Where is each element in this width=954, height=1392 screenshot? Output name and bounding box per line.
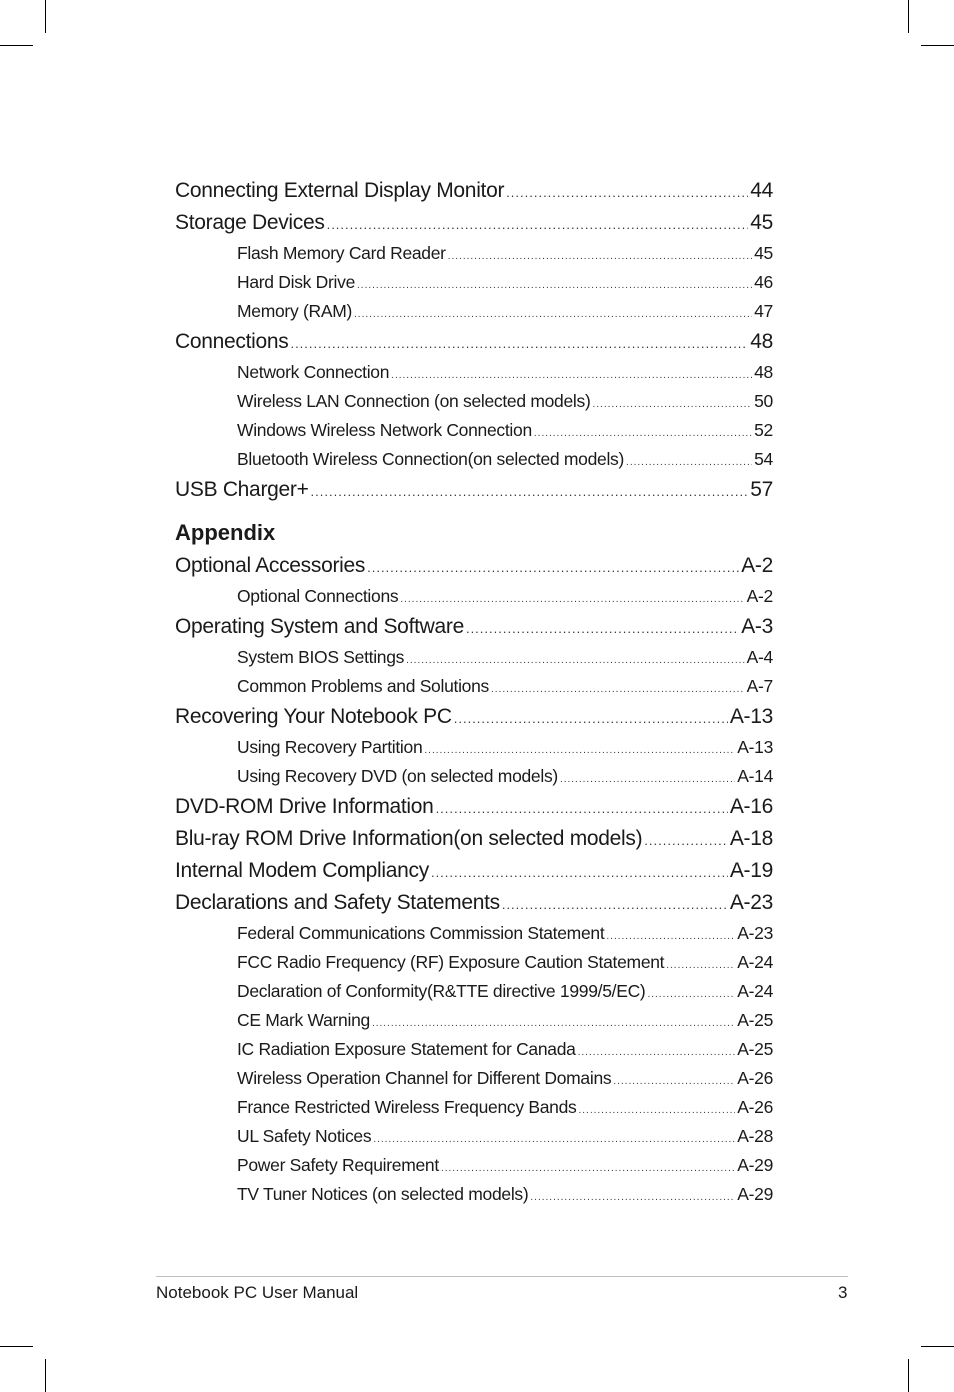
- crop-mark: [45, 0, 46, 33]
- toc-entry-title: TV Tuner Notices (on selected models): [237, 1184, 529, 1204]
- toc-main-section: [175, 175, 773, 506]
- toc-entry-page: A-19: [729, 859, 773, 882]
- crop-mark: [0, 45, 33, 46]
- crop-mark: [921, 45, 954, 46]
- toc-subentry[interactable]: [175, 762, 773, 791]
- toc-entry-title: Blu-ray ROM Drive Information(on selected models): [175, 827, 643, 850]
- toc-entry-title: France Restricted Wireless Frequency Bands: [237, 1097, 577, 1117]
- dot-leader: [406, 646, 745, 675]
- dot-leader: [327, 209, 749, 241]
- toc-appendix-section: [175, 550, 773, 1209]
- dot-leader: [534, 419, 752, 448]
- toc-entry-page: A-28: [737, 1126, 773, 1146]
- toc-entry-title: Internal Modem Compliancy: [175, 859, 429, 882]
- toc-entry-title: System BIOS Settings: [237, 647, 405, 667]
- toc-subentry[interactable]: [175, 1122, 773, 1151]
- toc-subentry[interactable]: [175, 239, 773, 268]
- toc-entry-title: Declaration of Conformity(R&TTE directive 1999/5/EC): [237, 981, 646, 1001]
- toc-entry-title: IC Radiation Exposure Statement for Canada: [237, 1039, 576, 1059]
- toc-entry-title: Optional Accessories: [175, 554, 366, 577]
- dot-leader: [436, 793, 728, 825]
- toc-subentry[interactable]: [175, 416, 773, 445]
- toc-entry-page: 50: [754, 391, 773, 411]
- toc-entry-page: A-23: [729, 891, 773, 914]
- toc-entry-page: A-26: [737, 1097, 773, 1117]
- toc-entry-page: A-14: [737, 766, 773, 786]
- crop-mark: [921, 1346, 954, 1347]
- dot-leader: [491, 675, 745, 704]
- dot-leader: [613, 1067, 735, 1096]
- dot-leader: [357, 271, 752, 300]
- dot-leader: [606, 922, 735, 951]
- toc-entry-page: A-3: [741, 615, 773, 638]
- toc-entry-title: Bluetooth Wireless Connection(on selected models): [237, 449, 625, 469]
- toc-entry-page: 52: [754, 420, 773, 440]
- toc-subentry[interactable]: [175, 387, 773, 416]
- toc-entry-page: A-29: [737, 1155, 773, 1175]
- dot-leader: [424, 736, 735, 765]
- toc-subentry[interactable]: [175, 1006, 773, 1035]
- toc-entry-page: 48: [754, 362, 773, 382]
- dot-leader: [400, 585, 744, 614]
- dot-leader: [311, 476, 749, 508]
- dot-leader: [666, 951, 735, 980]
- toc-entry[interactable]: [175, 550, 773, 582]
- toc-entry-page: A-23: [737, 923, 773, 943]
- toc-entry[interactable]: [175, 791, 773, 823]
- toc-subentry[interactable]: [175, 297, 773, 326]
- dot-leader: [290, 328, 748, 360]
- toc-entry-title: CE Mark Warning: [237, 1010, 370, 1030]
- toc-entry-title: Using Recovery Partition: [237, 737, 423, 757]
- toc-entry-page: A-4: [746, 647, 773, 667]
- dot-leader: [441, 1154, 735, 1183]
- toc-entry-page: A-16: [729, 795, 773, 818]
- dot-leader: [502, 889, 728, 921]
- table-of-contents: [175, 175, 773, 1209]
- toc-entry-title: Wireless LAN Connection (on selected models): [237, 391, 591, 411]
- toc-entry[interactable]: [175, 175, 773, 207]
- toc-entry-page: 45: [754, 243, 773, 263]
- toc-entry-title: Federal Communications Commission Statement: [237, 923, 605, 943]
- toc-entry-page: 46: [754, 272, 773, 292]
- toc-entry[interactable]: [175, 611, 773, 643]
- crop-mark: [908, 0, 909, 33]
- toc-subentry[interactable]: [175, 672, 773, 701]
- dot-leader: [372, 1009, 735, 1038]
- dot-leader: [454, 703, 728, 735]
- toc-entry-title: DVD-ROM Drive Information: [175, 795, 434, 818]
- toc-entry[interactable]: [175, 887, 773, 919]
- crop-mark: [0, 1346, 33, 1347]
- toc-subentry[interactable]: [175, 1093, 773, 1122]
- toc-entry-title: Optional Connections: [237, 586, 399, 606]
- toc-subentry[interactable]: [175, 268, 773, 297]
- toc-subentry[interactable]: [175, 1064, 773, 1093]
- page-number: 3: [838, 1283, 848, 1302]
- dot-leader: [578, 1038, 736, 1067]
- toc-entry-title: Flash Memory Card Reader: [237, 243, 446, 263]
- toc-entry-page: 45: [750, 211, 773, 234]
- toc-entry-page: 57: [750, 478, 773, 501]
- toc-entry-title: Network Connection: [237, 362, 390, 382]
- dot-leader: [647, 980, 735, 1009]
- toc-entry-page: 47: [754, 301, 773, 321]
- dot-leader: [367, 552, 739, 584]
- toc-subentry[interactable]: [175, 733, 773, 762]
- dot-leader: [560, 765, 735, 794]
- toc-subentry[interactable]: [175, 977, 773, 1006]
- footer-divider: [156, 1276, 848, 1277]
- crop-mark: [45, 1359, 46, 1392]
- toc-entry-page: A-2: [741, 554, 773, 577]
- toc-entry[interactable]: [175, 207, 773, 239]
- toc-entry-page: 48: [750, 330, 773, 353]
- toc-entry-title: FCC Radio Frequency (RF) Exposure Caution Statement: [237, 952, 665, 972]
- toc-entry-title: Memory (RAM): [237, 301, 353, 321]
- toc-entry-title: Storage Devices: [175, 211, 325, 234]
- toc-entry-title: Connections: [175, 330, 289, 353]
- dot-leader: [578, 1096, 735, 1125]
- toc-entry-page: A-7: [746, 676, 773, 696]
- toc-entry-page: A-24: [737, 981, 773, 1001]
- toc-entry-title: UL Safety Notices: [237, 1126, 372, 1146]
- toc-subentry[interactable]: [175, 445, 773, 474]
- dot-leader: [448, 242, 752, 271]
- appendix-heading: Appendix: [175, 520, 276, 545]
- toc-entry-title: Declarations and Safety Statements: [175, 891, 500, 914]
- toc-entry-title: Common Problems and Solutions: [237, 676, 489, 696]
- toc-entry-page: A-13: [729, 705, 773, 728]
- crop-mark: [908, 1359, 909, 1392]
- toc-entry[interactable]: [175, 823, 773, 855]
- dot-leader: [506, 177, 748, 209]
- toc-subentry[interactable]: [175, 358, 773, 387]
- toc-entry-title: USB Charger+: [175, 478, 309, 501]
- toc-entry-page: 44: [750, 179, 773, 202]
- toc-entry-title: Hard Disk Drive: [237, 272, 356, 292]
- toc-entry[interactable]: [175, 326, 773, 358]
- toc-entry[interactable]: [175, 474, 773, 506]
- dot-leader: [626, 448, 752, 477]
- toc-subentry[interactable]: [175, 643, 773, 672]
- toc-entry-page: A-18: [729, 827, 773, 850]
- toc-entry-title: Operating System and Software: [175, 615, 464, 638]
- dot-leader: [644, 825, 728, 857]
- dot-leader: [354, 300, 752, 329]
- toc-entry-title: Recovering Your Notebook PC: [175, 705, 452, 728]
- dot-leader: [373, 1125, 735, 1154]
- footer-title: Notebook PC User Manual: [156, 1283, 359, 1302]
- toc-entry-page: A-25: [737, 1010, 773, 1030]
- dot-leader: [466, 613, 739, 645]
- dot-leader: [593, 390, 753, 419]
- toc-entry-title: Wireless Operation Channel for Different Domains: [237, 1068, 612, 1088]
- toc-subentry[interactable]: [175, 919, 773, 948]
- toc-entry-page: A-26: [737, 1068, 773, 1088]
- toc-subentry[interactable]: [175, 1180, 773, 1209]
- toc-entry-page: 54: [754, 449, 773, 469]
- toc-entry-title: Connecting External Display Monitor: [175, 179, 505, 202]
- toc-subentry[interactable]: [175, 1035, 773, 1064]
- dot-leader: [530, 1183, 735, 1212]
- toc-entry-title: Using Recovery DVD (on selected models): [237, 766, 558, 786]
- dot-leader: [391, 361, 752, 390]
- toc-entry[interactable]: [175, 701, 773, 733]
- toc-entry-page: A-2: [746, 586, 773, 606]
- toc-subentry[interactable]: [175, 1151, 773, 1180]
- toc-entry-page: A-25: [737, 1039, 773, 1059]
- toc-subentry[interactable]: [175, 582, 773, 611]
- toc-entry-title: Windows Wireless Network Connection: [237, 420, 532, 440]
- toc-subentry[interactable]: [175, 948, 773, 977]
- toc-entry-page: A-13: [737, 737, 773, 757]
- dot-leader: [431, 857, 728, 889]
- toc-entry[interactable]: [175, 855, 773, 887]
- toc-entry-title: Power Safety Requirement: [237, 1155, 439, 1175]
- toc-entry-page: A-29: [737, 1184, 773, 1204]
- toc-entry-page: A-24: [737, 952, 773, 972]
